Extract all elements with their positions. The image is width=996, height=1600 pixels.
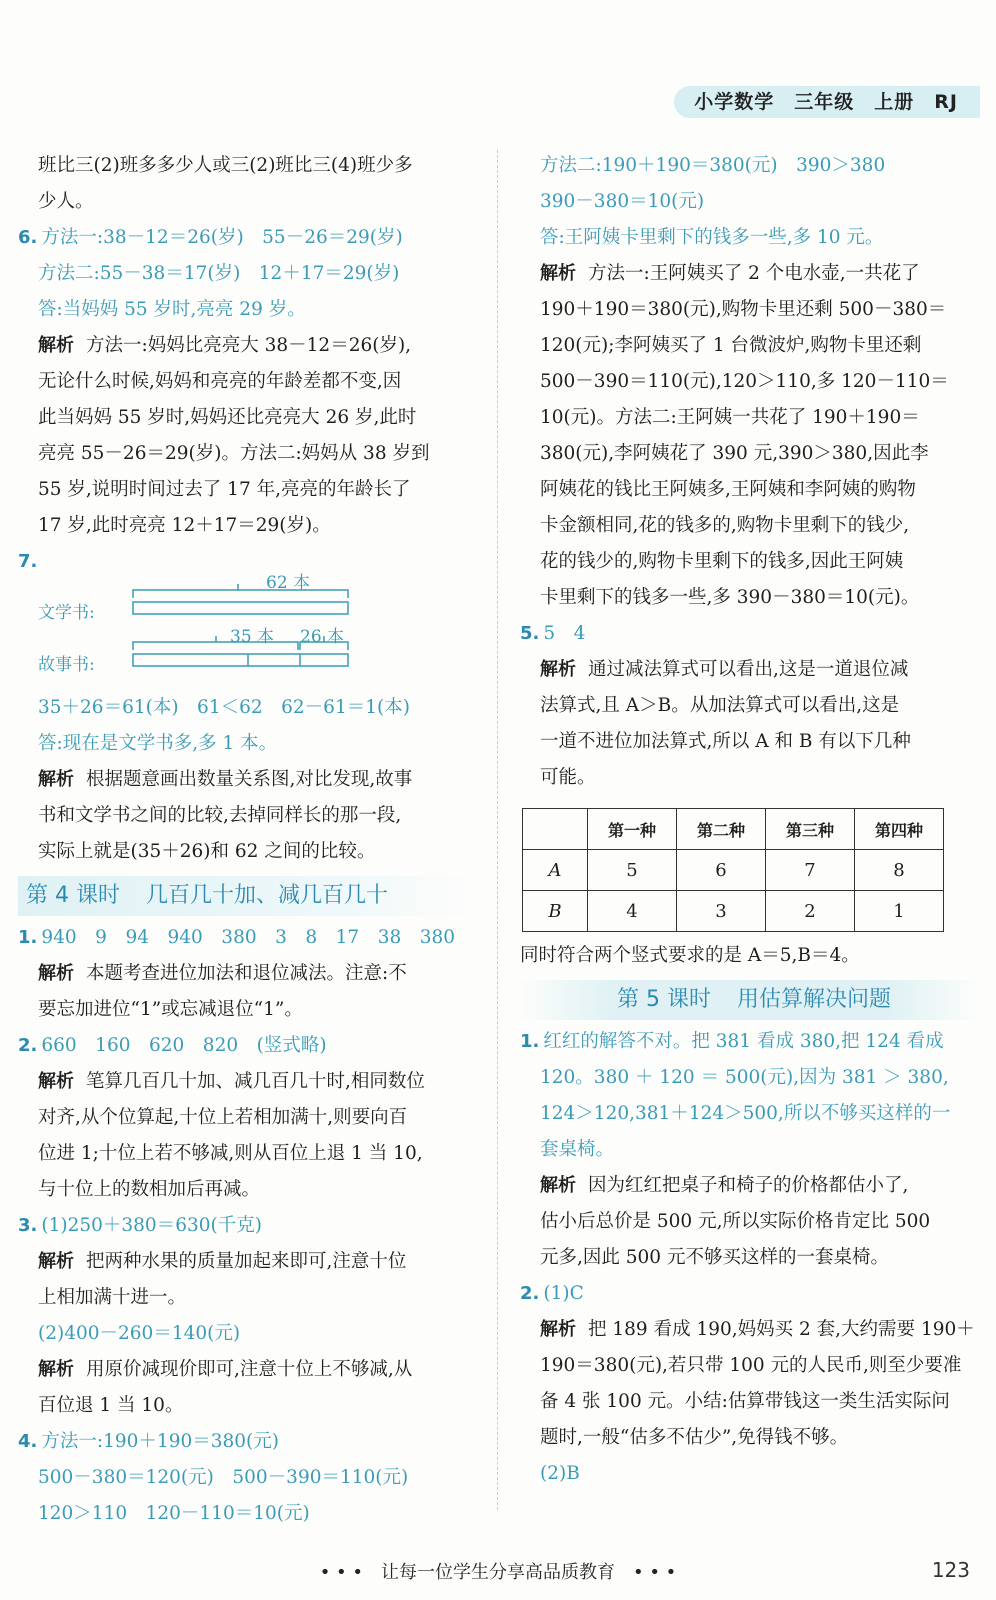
literature-label: 文学书: (38, 603, 95, 623)
analysis-line (18, 328, 470, 364)
table-cell: 5 (588, 850, 677, 891)
answer-text: 答:王阿姨卡里剩下的钱多一些,多 10 元。 (540, 227, 884, 248)
text-line: 卡里剩下的钱多一些,多 390－380＝10(元)。 (540, 587, 920, 608)
answer-text: 方法一:38－12＝26(岁) 55－26＝29(岁) (41, 227, 403, 248)
answer-text: 120＞110 120－110＝10(元) (38, 1503, 310, 1524)
page-number: 123 (931, 1558, 970, 1582)
analysis-tag: 解析 (38, 1251, 74, 1272)
text-line: 380(元),李阿姨花了 390 元,390＞380,因此李 (540, 443, 929, 464)
analysis-text: 把 189 看成 190,妈妈买 2 套,大约需要 190＋ (588, 1319, 975, 1340)
analysis-tag: 解析 (38, 1359, 74, 1380)
answer-text: 方法二:55－38＝17(岁) 12＋17＝29(岁) (38, 263, 400, 284)
text-line: 120(元);李阿姨买了 1 台微波炉,购物卡里还剩 (540, 335, 922, 356)
q4-answer-line (18, 1424, 470, 1460)
q1-answer-line (18, 920, 470, 956)
text-line: 55 岁,说明时间过去了 17 年,亮亮的年龄长了 (38, 479, 411, 500)
text-line: 190＝380(元),若只带 100 元的人民币,则至少要准 (540, 1355, 962, 1376)
lesson-5-heading (520, 980, 980, 1020)
text-line: 对齐,从个位算起,十位上若相加满十,则要向百 (38, 1107, 408, 1128)
table-cell: 7 (766, 850, 855, 891)
analysis-text: 把两种水果的质量加起来即可,注意十位 (86, 1251, 407, 1272)
answer-text: 35＋26＝61(本) 61＜62 62－61＝1(本) (38, 697, 410, 718)
text-line: 卡金额相同,花的钱多的,购物卡里剩下的钱少, (540, 515, 910, 536)
answer-text: (1)250＋380＝630(千克) (41, 1215, 262, 1236)
q2-answer-line (18, 1028, 470, 1064)
answer-text: 940 9 94 940 380 3 8 17 38 380 (41, 927, 456, 948)
analysis-text: 本题考查进位加法和退位减法。注意:不 (86, 963, 407, 984)
analysis-tag: 解析 (540, 1175, 576, 1196)
conclusion-line: 同时符合两个竖式要求的是 A＝5,B＝4。 (520, 945, 860, 966)
text-line: 实际上就是(35＋26)和 62 之间的比较。 (38, 841, 376, 862)
analysis-tag: 解析 (540, 1319, 576, 1340)
table-header-cell: 第四种 (855, 809, 944, 850)
analysis-line (18, 956, 470, 992)
answer-text: 方法一:190＋190＝380(元) (41, 1431, 279, 1452)
lesson-4-heading (18, 876, 470, 916)
answer-text: 500－380＝120(元) 500－390＝110(元) (38, 1467, 409, 1488)
lesson-title: 用估算解决问题 (736, 987, 891, 1012)
table-row (523, 850, 944, 891)
table-header-cell: 第三种 (766, 809, 855, 850)
text-line: 上相加满十进一。 (38, 1287, 187, 1308)
analysis-line (520, 1168, 980, 1204)
text-line: 备 4 张 100 元。小结:估算带钱这一类生活实际问 (540, 1391, 950, 1412)
answer-text: 124＞120,381＋124＞500,所以不够买这样的一 (540, 1103, 951, 1124)
question-number: 1. (18, 927, 38, 948)
text-line: 书和文学书之间的比较,去掉同样长的那一段, (38, 805, 402, 826)
table-cell: 1 (855, 891, 944, 932)
text-line: 题时,一般“估多不估少”,免得钱不够。 (540, 1427, 849, 1448)
text-line: 要忘加进位“1”或忘减退位“1”。 (38, 999, 303, 1020)
answer-text: (1)C (543, 1283, 584, 1304)
q6-answer-line (18, 220, 470, 256)
analysis-text: 用原价减现价即可,注意十位上不够减,从 (86, 1359, 413, 1380)
answer-text: 答:当妈妈 55 岁时,亮亮 29 岁。 (38, 299, 306, 320)
text-line: 班比三(2)班多多少人或三(2)班比三(4)班少多 (38, 155, 413, 176)
text-line: 可能。 (540, 767, 596, 788)
analysis-line (18, 1352, 470, 1388)
answer-text: (2)400－260＝140(元) (38, 1323, 241, 1344)
text-line: 百位退 1 当 10。 (38, 1395, 184, 1416)
total-label: 62 本 (266, 573, 311, 593)
analysis-text: 根据题意画出数量关系图,对比发现,故事 (86, 769, 413, 790)
q7-number-line (18, 544, 470, 580)
text-line: 此当妈妈 55 岁时,妈妈还比亮亮大 26 岁,此时 (38, 407, 417, 428)
lesson-number: 第 4 课时 (26, 883, 120, 908)
book-title-badge: 小学数学 三年级 上册 RJ (674, 86, 980, 118)
answer-text: 660 160 620 820 (竖式略) (41, 1035, 327, 1056)
text-line: 估小后总价是 500 元,所以实际价格肯定比 500 (540, 1211, 931, 1232)
question-number: 7. (18, 551, 38, 572)
answer-text: 答:现在是文学书多,多 1 本。 (38, 733, 278, 754)
analysis-line (18, 1064, 470, 1100)
analysis-text: 方法一:王阿姨买了 2 个电水壶,一共花了 (588, 263, 920, 284)
analysis-text: 方法一:妈妈比亮亮大 38－12＝26(岁), (86, 335, 412, 356)
answer-text: 390－380＝10(元) (540, 191, 705, 212)
table-cell: 2 (766, 891, 855, 932)
q2-answer-line (520, 1276, 980, 1312)
text-line: 190＋190＝380(元),购物卡里还剩 500－380＝ (540, 299, 947, 320)
table-row (523, 891, 944, 932)
question-number: 6. (18, 227, 38, 248)
text-line: 元多,因此 500 元不够买这样的一套桌椅。 (540, 1247, 889, 1268)
table-cell: 6 (677, 850, 766, 891)
text-line: 位进 1;十位上若不够减,则从百位上退 1 当 10, (38, 1143, 423, 1164)
answer-text: (2)B (540, 1463, 580, 1484)
row-header-a: A (523, 850, 588, 891)
question-number: 5. (520, 623, 540, 644)
table-header-row (523, 809, 944, 850)
lesson-number: 第 5 课时 (617, 987, 711, 1012)
solutions-table (522, 808, 944, 932)
text-line: 无论什么时候,妈妈和亮亮的年龄差都不变,因 (38, 371, 402, 392)
analysis-line (18, 1244, 470, 1280)
segment-label: 35 本 (230, 627, 275, 647)
question-number: 4. (18, 1431, 38, 1452)
table-cell: 3 (677, 891, 766, 932)
text-line: 10(元)。方法二:王阿姨一共花了 190＋190＝ (540, 407, 920, 428)
q5-answer-line (520, 616, 980, 652)
analysis-tag: 解析 (540, 263, 576, 284)
analysis-text: 笔算几百几十加、减几百几十时,相同数位 (86, 1071, 425, 1092)
question-number: 3. (18, 1215, 38, 1236)
analysis-tag: 解析 (38, 963, 74, 984)
answer-text: 方法二:190＋190＝380(元) 390＞380 (540, 155, 886, 176)
analysis-tag: 解析 (38, 1071, 74, 1092)
analysis-line (18, 762, 470, 798)
footer-slogan: • • • 让每一位学生分享高品质教育 • • • (319, 1562, 677, 1583)
text-line: 一道不进位加法算式,所以 A 和 B 有以下几种 (540, 731, 911, 752)
story-label: 故事书: (38, 655, 95, 675)
text-line: 少人。 (38, 191, 94, 212)
table-header-cell: 第一种 (588, 809, 677, 850)
text-line: 500－390＝110(元),120＞110,多 120－110＝ (540, 371, 949, 392)
answer-text: 120。380 ＋ 120 ＝ 500(元),因为 381 ＞ 380, (540, 1067, 949, 1088)
table-header-cell: 第二种 (677, 809, 766, 850)
left-column (18, 148, 470, 1532)
analysis-text: 通过减法算式可以看出,这是一道退位减 (588, 659, 909, 680)
analysis-text: 因为红红把桌子和椅子的价格都估小了, (588, 1175, 909, 1196)
analysis-tag: 解析 (38, 335, 74, 356)
table-cell: 4 (588, 891, 677, 932)
answer-text: 套桌椅。 (540, 1139, 615, 1160)
lesson-title: 几百几十加、减几百几十 (145, 883, 388, 908)
text-line: 阿姨花的钱比王阿姨多,王阿姨和李阿姨的购物 (540, 479, 916, 500)
text-line: 亮亮 55－26＝29(岁)。方法二:妈妈从 38 岁到 (38, 443, 430, 464)
bar-diagram (38, 573, 470, 690)
analysis-tag: 解析 (38, 769, 74, 790)
q3-answer-line (18, 1208, 470, 1244)
row-header-b: B (523, 891, 588, 932)
analysis-tag: 解析 (540, 659, 576, 680)
segment-label: 26 本 (300, 627, 345, 647)
answer-text: 5 4 (543, 623, 586, 644)
text-line: 花的钱少的,购物卡里剩下的钱多,因此王阿姨 (540, 551, 904, 572)
analysis-line (520, 652, 980, 688)
text-line: 与十位上的数相加后再减。 (38, 1179, 261, 1200)
answer-text: 红红的解答不对。把 381 看成 380,把 124 看成 (543, 1031, 944, 1052)
text-line: 17 岁,此时亮亮 12＋17＝29(岁)。 (38, 515, 331, 536)
analysis-line (520, 256, 980, 292)
q1-answer-line (520, 1024, 980, 1060)
column-divider (497, 150, 498, 1510)
table-corner-cell (523, 809, 588, 850)
table-cell: 8 (855, 850, 944, 891)
right-column (520, 148, 980, 1492)
analysis-line (520, 1312, 980, 1348)
question-number: 2. (18, 1035, 38, 1056)
text-line: 法算式,且 A＞B。从加法算式可以看出,这是 (540, 695, 900, 716)
question-number: 1. (520, 1031, 540, 1052)
question-number: 2. (520, 1283, 540, 1304)
